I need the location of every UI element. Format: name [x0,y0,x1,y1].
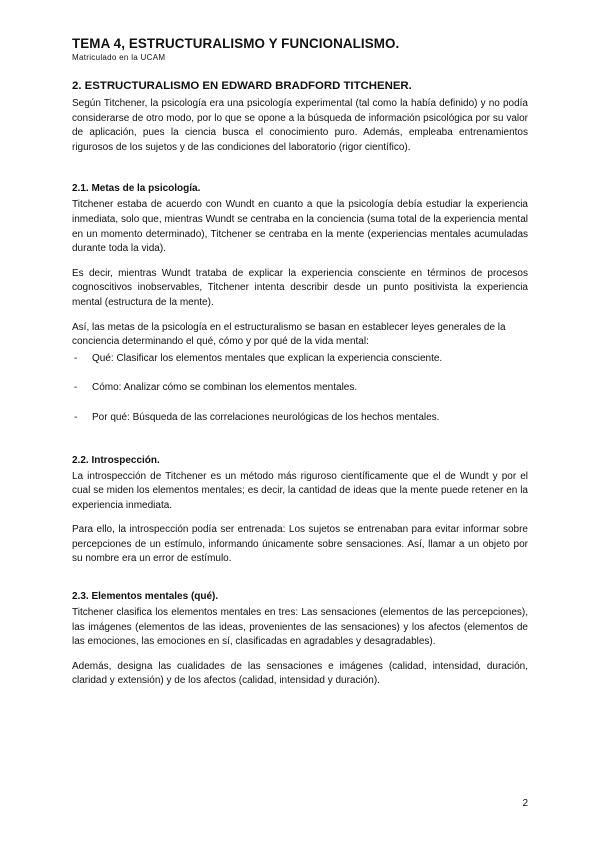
bullet-dash: - [74,411,78,423]
metas-list [72,352,528,426]
subsection-introspeccion-title: 2.2. Introspección. [72,454,160,466]
list-item: - Cómo: Analizar cómo se combinan los elementos mentales. [72,381,528,396]
introspeccion-paragraph-1: La introspección de Titchener es un método más riguroso científicamente que el de Wundt y por el cual se miden los elementos mentales; es decir, la cantidad de ideas que la mente puede retener en la experiencia inmediata. [72,470,528,511]
list-item: - Por qué: Búsqueda de las correlaciones neurológicas de los hechos mentales. [72,411,528,426]
list-item: - Qué: Clasificar los elementos mentales que explican la experiencia consciente. [72,352,528,367]
document-subtitle: Matriculado en la UCAM [72,53,166,62]
document-page [72,36,528,699]
bullet-dash: - [74,382,78,394]
metas-paragraph-1: Titchener estaba de acuerdo con Wundt en cuanto a que la psicología debía estudiar la experiencia inmediata, solo que, mientras Wundt se centraba en la conciencia (suma total de la experiencia mental en un momento determinado), Titchener se centraba en la mente (experiencias mentales acumuladas durante toda la vida). [72,199,528,255]
metas-paragraph-3: Así, las metas de la psicología en el estructuralismo se basan en establecer leyes generales de la conciencia determinando el qué, cómo y por qué de la vida mental: [72,321,506,348]
section-intro-paragraph: Según Titchener, la psicología era una psicología experimental (tal como la había definido) y no podía considerarse de otro modo, por lo que se opone a la búsqueda de información psicológica por su valor de aplicación, pues la ciencia busca el conocimiento puro. Además, empleaba entrenamientos rigurosos de los sujetos y de las condiciones del laboratorio (rigor científico). [72,98,528,153]
introspeccion-paragraph-2: Para ello, la introspección podía ser entrenada: Los sujetos se entrenaban para evitar informar sobre percepciones de un estímulo, informando únicamente sobre sensaciones. Así, llamar a un objeto por su nombre era un error de estímulo. [72,524,528,565]
subsection-metas-title: 2.1. Metas de la psicología. [72,183,201,195]
document-title: TEMA 4, ESTRUCTURALISMO Y FUNCIONALISMO. [72,36,400,51]
bullet-dash: - [74,352,78,364]
page-number: 2 [522,798,528,809]
elementos-paragraph-2: Además, designa las cualidades de las sensaciones e imágenes (calidad, intensidad, duración, claridad y extensión) y de los afectos (calidad, intensidad y duración). [72,660,528,687]
elementos-paragraph-1: Titchener clasifica los elementos mentales en tres: Las sensaciones (elementos de las percepciones), las imágenes (elementos de las ideas, provenientes de las sensaciones) y los afectos (elementos de las emociones, las emociones en sí, clasificadas en agradables y desagradables). [72,607,528,648]
metas-paragraph-2: Es decir, mientras Wundt trataba de explicar la experiencia consciente en términos de procesos cognoscitivos inobservables, Titchener intenta describir desde un punto positivista la experiencia mental (estructura de la mente). [72,267,528,308]
section-title: 2. ESTRUCTURALISMO EN EDWARD BRADFORD TITCHENER. [72,80,412,92]
subsection-elementos-title: 2.3. Elementos mentales (qué). [72,591,219,603]
